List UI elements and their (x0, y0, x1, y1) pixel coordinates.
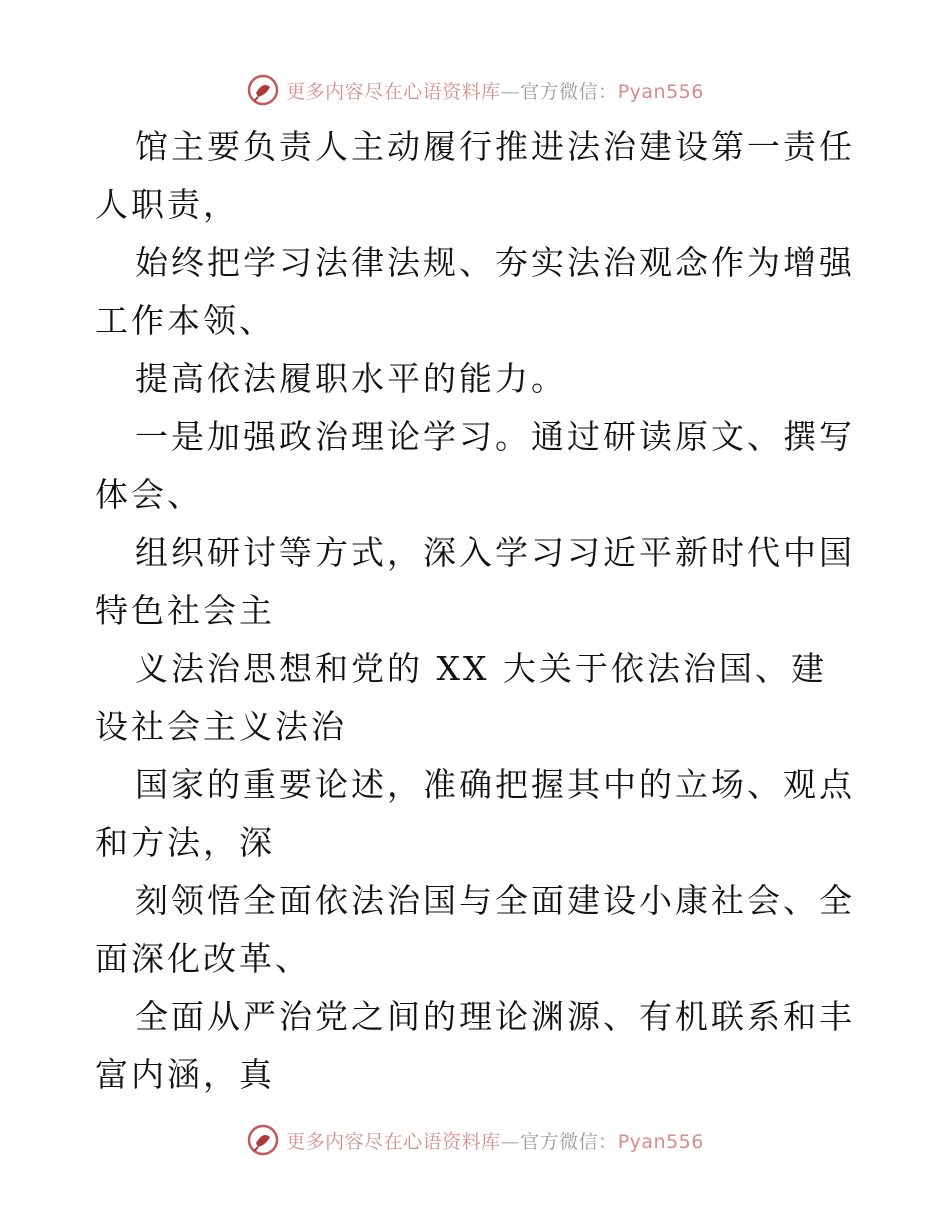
watermark-text (286, 77, 704, 104)
paragraph: 馆主要负责人主动履行推进法治建设第一责任人职责， (95, 127, 855, 224)
header-watermark (0, 70, 950, 110)
paragraph: 组织研讨等方式，深入学习习近平新时代中国特色社会主 (95, 533, 855, 630)
watermark-text (286, 1127, 704, 1154)
heart-pen-logo-icon (246, 73, 280, 107)
watermark-separator: — (500, 1130, 521, 1153)
paragraph: 提高依法履职水平的能力。 (135, 359, 567, 398)
watermark-brand: 更多内容尽在心语资料库 (286, 1130, 501, 1153)
footer-watermark (0, 1120, 950, 1160)
paragraph: 刻领悟全面依法治国与全面建设小康社会、全面深化改革、 (95, 881, 855, 978)
paragraph: 全面从严治党之间的理论渊源、有机联系和丰富内涵，真 (95, 997, 855, 1094)
heart-pen-logo-icon (246, 1123, 280, 1157)
paragraph: 一是加强政治理论学习。通过研读原文、撰写体会、 (95, 417, 855, 514)
watermark-brand: 更多内容尽在心语资料库 (286, 80, 501, 103)
paragraph: 义法治思想和党的 XX 大关于依法治国、建设社会主义法治 (95, 649, 827, 746)
watermark-official: 官方微信： (520, 80, 618, 103)
watermark-account: Pyan556 (617, 80, 704, 103)
watermark-official: 官方微信： (520, 1130, 618, 1153)
document-body (95, 118, 855, 1104)
paragraph: 国家的重要论述，准确把握其中的立场、观点和方法，深 (95, 765, 855, 862)
paragraph: 始终把学习法律法规、夯实法治观念作为增强工作本领、 (95, 243, 855, 340)
watermark-separator: — (500, 80, 521, 103)
watermark-account: Pyan556 (617, 1130, 704, 1153)
